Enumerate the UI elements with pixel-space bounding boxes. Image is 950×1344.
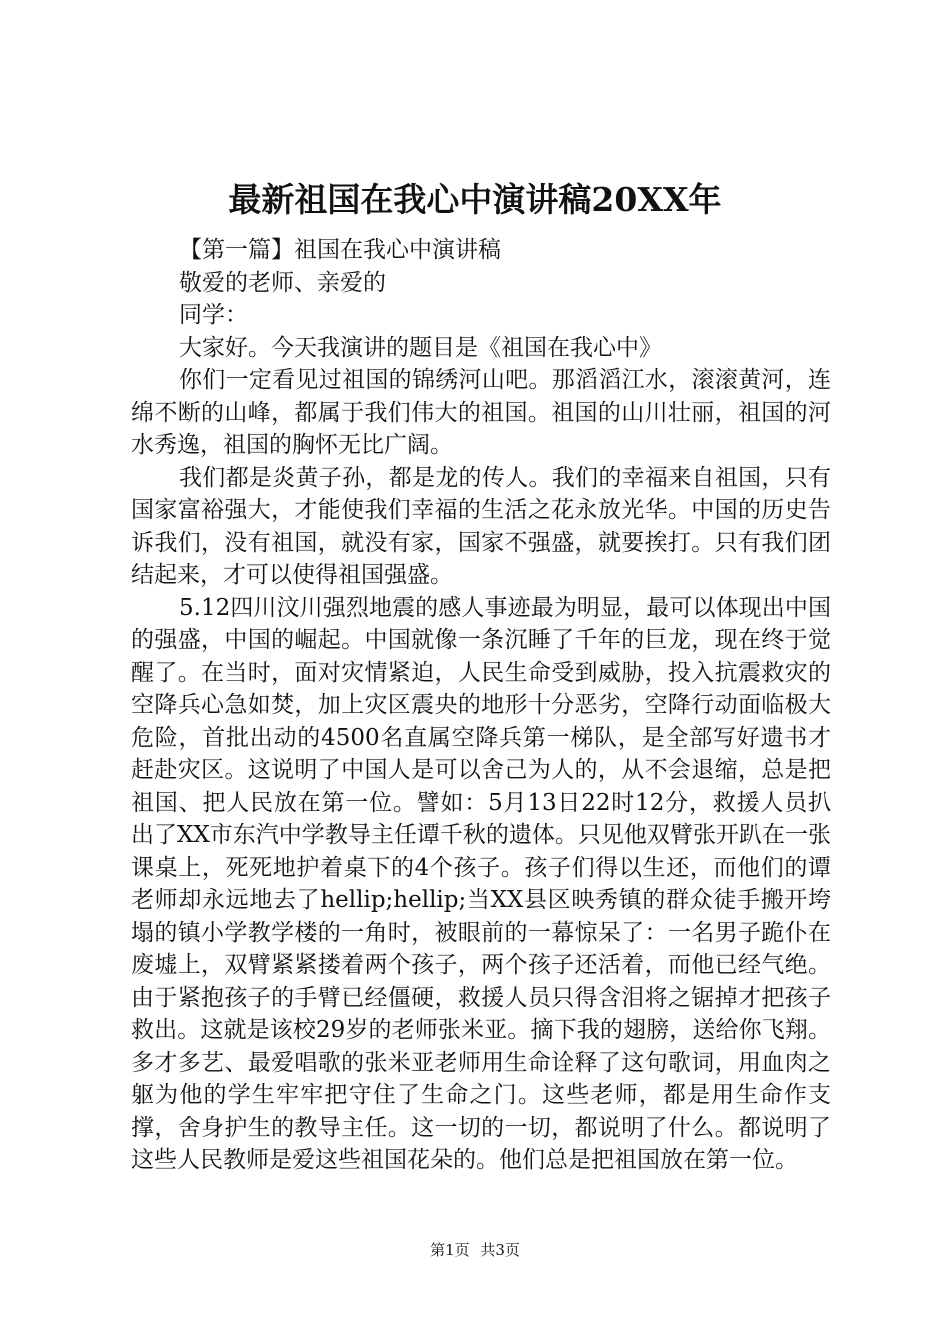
paragraph-salutation: 敬爱的老师、亲爱的 xyxy=(179,269,386,296)
paragraph-body: 你们一定看见过祖国的锦绣河山吧。那滔滔江水，滚滚黄河，连绵不断的山峰，都属于我们伟大的祖国。祖国的山川壮丽，祖国的河水秀逸，祖国的胸怀无比广阔。 xyxy=(131,367,831,458)
document-body xyxy=(131,234,831,1177)
paragraph-salutation-continued: 同学： xyxy=(179,302,248,328)
page-number: 第1页 xyxy=(430,1241,470,1259)
page-count: 共3页 xyxy=(480,1241,520,1259)
paragraph-greeting: 大家好。今天我演讲的题目是《祖国在我心中》 xyxy=(179,334,662,361)
paragraph-body: 5.12四川汶川强烈地震的感人事迹最为明显，最可以体现出中国的强盛，中国的崛起。中国就像一条沉睡了千年的巨龙，现在终于觉醒了。在当时，面对灾情紧迫，人民生命受到威胁，投入抗震救灾的空降兵心急如焚，加上灾区震央的地形十分恶劣，空降行动面临极大危险，首批出动的4500名直属空降兵第一梯队，是全部写好遗书才赶赴灾区。这说明了中国人是可以舍己为人的，从不会退缩，总是把祖国、把人民放在第一位。譬如：5月13日22时12分，救援人员扒出了XX市东汽中学教导主任谭千秋的遗体。只见他双臂张开趴在一张课桌上，死死地护着桌下的4个孩子。孩子们得以生还，而他们的谭老师却永远地去了hellip;hellip;当XX县区映秀镇的群众徒手搬开垮塌的镇小学教学楼的一角时，被眼前的一幕惊呆了：一名男子跪仆在废墟上，双臂紧紧搂着两个孩子，两个孩子还活着，而他已经气绝。由于紧抱孩子的手臂已经僵硬，救援人员只得含泪将之锯掉才把孩子救出。这就是该校29岁的老师张米亚。摘下我的翅膀，送给你飞翔。多才多艺、最爱唱歌的张米亚老师用生命诠释了这句歌词，用血肉之躯为他的学生牢牢把守住了生命之门。这些老师，都是用生命作支撑，舍身护生的教导主任。这一切的一切，都说明了什么。都说明了这些人民教师是爱这些祖国花朵的。他们总是把祖国放在第一位。 xyxy=(131,594,831,1173)
document-title: 最新祖国在我心中演讲稿20XX年 xyxy=(228,180,722,219)
paragraph-body: 我们都是炎黄子孙，都是龙的传人。我们的幸福来自祖国，只有国家富裕强大，才能使我们幸福的生活之花永放光华。中国的历史告诉我们，没有祖国，就没有家，国家不强盛，就要挨打。只有我们团结起来，才可以使得祖国强盛。 xyxy=(131,464,831,588)
paragraph-section-heading: 【第一篇】祖国在我心中演讲稿 xyxy=(179,237,501,263)
page-footer xyxy=(0,1240,950,1260)
